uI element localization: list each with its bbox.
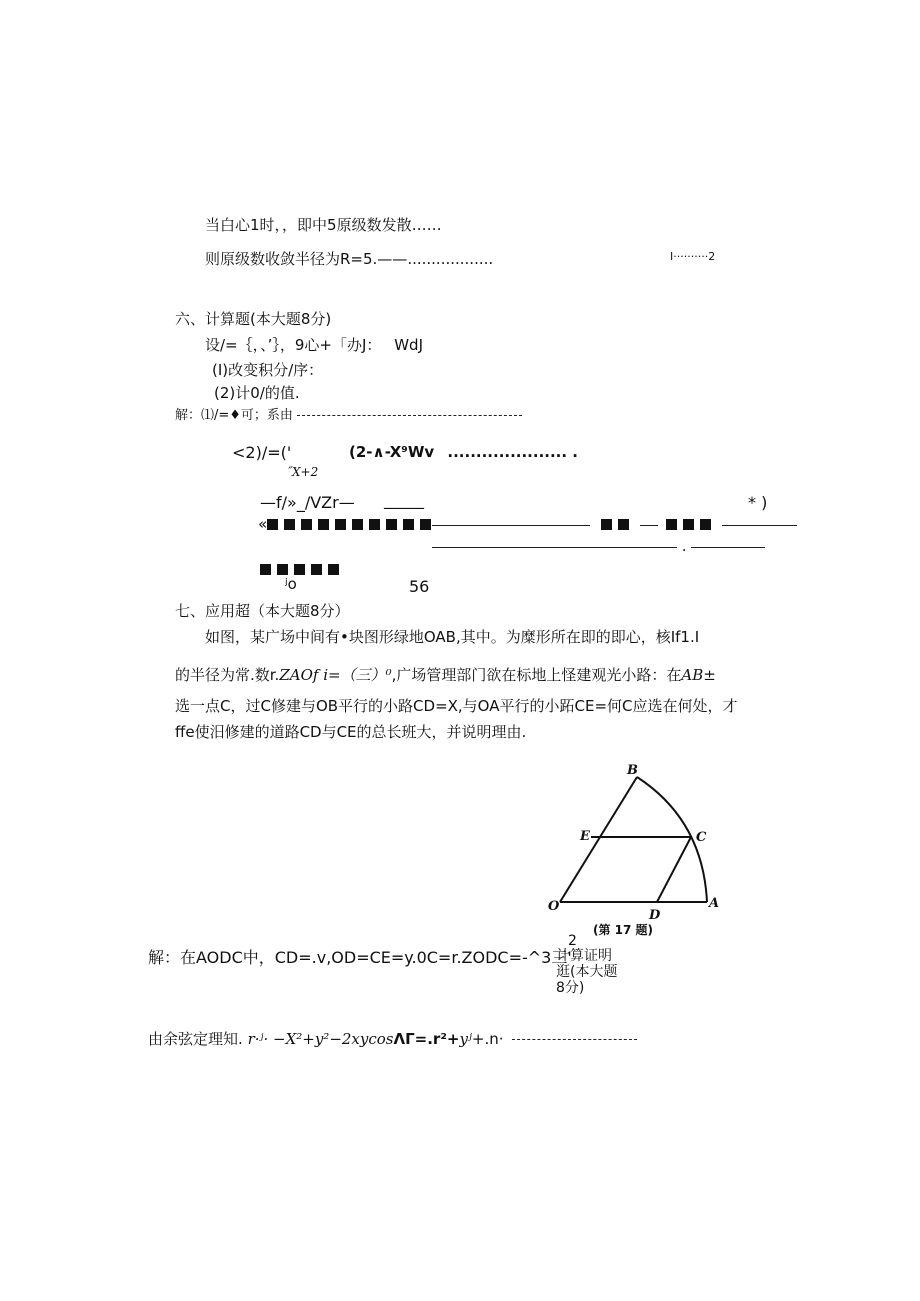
blot-square [601, 519, 612, 530]
integrand-expression: (2-∧-X⁹Wv [349, 443, 435, 461]
solution-6-line-7a: ʲo [285, 575, 297, 593]
blot-square [301, 519, 312, 530]
radius-conclusion: 则原级数收敛半径为R=5.—— [205, 250, 408, 268]
blot-square [420, 519, 431, 530]
solution-6-line-4-rule [432, 515, 797, 533]
blot-square [369, 519, 380, 530]
cosine-rule-intro: 由余弦定理知. [148, 1030, 243, 1048]
leader-dots: ..................... . [447, 443, 578, 461]
solution-7-line-2 [148, 1030, 637, 1048]
blot-square [618, 519, 629, 530]
score-dots: ·········· [673, 250, 709, 263]
label-c: C [696, 830, 707, 845]
section-6-part-1: (I)改变积分/序： [212, 361, 324, 379]
section-7-heading: 七、应用超（本大题8分） [175, 602, 350, 620]
blot-square [700, 519, 711, 530]
section-6-part-2: (2)计0/的值. [214, 384, 300, 402]
section-7-paragraph-2 [175, 666, 716, 684]
blot-square [277, 564, 288, 575]
paragraph-text: ,广场管理部门欲在标地上怪建观光小路：在 [391, 666, 682, 684]
cosine-rule-expression: r·ʲ· −X²+y²−2xycos [247, 1030, 394, 1048]
quote-mark: « [258, 515, 268, 533]
blot-square [318, 519, 329, 530]
solution-6-line-6 [260, 560, 345, 578]
label-e: E [580, 829, 590, 844]
score-marker [670, 250, 715, 263]
solution-6-line-4 [258, 515, 437, 533]
side-note-line-2: 逛(本大题 [556, 964, 618, 981]
text-line-top-2 [205, 250, 493, 268]
rule-segment [691, 547, 765, 548]
side-note-line-1: 计算证明 [556, 948, 612, 964]
score-number: 2 [708, 250, 716, 263]
arc-label: AB± [681, 666, 716, 684]
solution-6-line-3: —f/»_/VZr— [260, 493, 355, 512]
blot-square [284, 519, 295, 530]
side-note [556, 948, 617, 996]
rule-segment [722, 525, 797, 526]
solution-6-line-5 [432, 537, 765, 555]
blot-square [311, 564, 322, 575]
blot-square [352, 519, 363, 530]
solution-6-line-2a: <2)/=(' [232, 443, 292, 462]
dashed-rule [297, 415, 522, 416]
blot-square [683, 519, 694, 530]
cosine-rule-tail: +.n· [471, 1030, 504, 1048]
section-7-paragraph-3: 选一点C，过C修建与OB平行的小路CD=X,与OA平行的小跖CE=何C应选在何处，才 [175, 697, 738, 715]
radius-text: 的半径为常.数r. [175, 666, 280, 684]
solution-7-line-1: 解：在AODC中，CD=.v,OD=CE=y.0C=r.ZODC=-^3三' [148, 948, 572, 967]
leader-dots: .................. [407, 250, 494, 268]
side-number: 2 [568, 933, 577, 949]
question-tail: WdJ [394, 336, 423, 354]
solution-6-line-1 [175, 408, 522, 424]
answer-blank: _____ [384, 490, 424, 509]
blot-square [294, 564, 305, 575]
blot-square [403, 519, 414, 530]
rule-segment [432, 525, 590, 526]
dot-mark: . [681, 537, 687, 555]
sector-diagram [545, 760, 725, 945]
blot-square [328, 564, 339, 575]
fraction-denominator: ˝X+2 [286, 465, 319, 479]
question-text: 设/=｛，、’｝，9心+「办J： [205, 336, 382, 354]
blot-square [666, 519, 677, 530]
cosine-rule-result: ΛΓ=.r²+ [393, 1030, 460, 1048]
label-d: D [649, 908, 661, 923]
rule-segment [432, 547, 677, 548]
solution-6-intro: 解：⑴/=♦可；系由 [175, 408, 293, 423]
sector-figure [545, 760, 725, 945]
blot-square [386, 519, 397, 530]
label-b: B [627, 763, 638, 778]
section-7-paragraph-4: ffe使汨修建的道路CD与CE的总长班大，并说明理由. [175, 723, 527, 741]
score-mark: * ) [748, 493, 768, 512]
dashed-rule [512, 1039, 637, 1040]
section-6-question [205, 336, 423, 354]
cosine-rule-term: yʲ [459, 1030, 472, 1048]
blot-square [260, 564, 271, 575]
solution-6-line-7b: 56 [409, 577, 430, 596]
segment-cd [657, 837, 691, 902]
label-o: O [548, 899, 560, 914]
text-line-top-1: 当白心1时，，即中5原级数发散…… [205, 216, 442, 234]
angle-expression: ZAOf i=（三）⁰ [279, 666, 392, 684]
label-a: A [709, 896, 720, 911]
segment-ob [560, 777, 637, 902]
section-6-heading: 六、计算题(本大题8分) [175, 310, 332, 328]
solution-6-line-2b [349, 443, 578, 461]
blot-square [267, 519, 278, 530]
score-bar: I [670, 250, 674, 263]
blot-square [335, 519, 346, 530]
side-note-line-3: 8分) [556, 980, 585, 997]
rule-segment [640, 525, 658, 526]
figure-caption: (第 17 题) [593, 923, 654, 937]
section-7-paragraph-1: 如图，某广场中间有•块图形绿地OAB,其中。为糜形所在即的即心，核If1.I [205, 628, 700, 646]
